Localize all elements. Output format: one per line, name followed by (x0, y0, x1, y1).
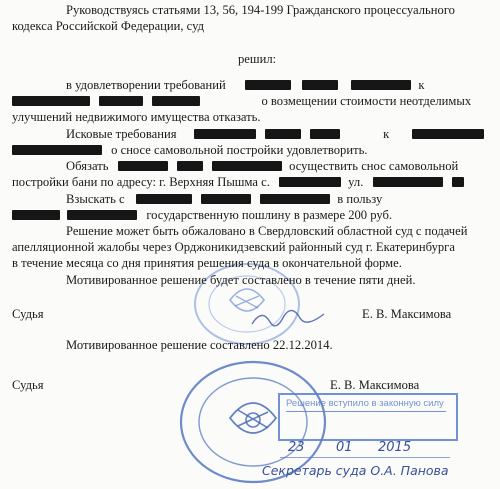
redacted-name (177, 161, 203, 171)
text-line-15: Мотивированное решение будет составлено в течение пяти дней. (66, 273, 416, 287)
stamp-date-month: 01 (336, 440, 353, 455)
legal-force-stamp-text: Решение вступило в законную силу (286, 398, 444, 409)
redacted-name (265, 129, 301, 139)
text-line-14: в течение месяца со дня принятия решения суда в окончательной форме. (12, 256, 402, 270)
redacted-name (201, 194, 251, 204)
stamp-date-year: 2015 (378, 440, 412, 455)
redacted-name (245, 80, 291, 90)
text-line-12: Решение может быть обжаловано в Свердловский областной суд с подачей (66, 224, 468, 238)
redacted-name (260, 194, 330, 204)
text-line-8: Обязать осуществить снос самовольной (66, 159, 459, 173)
judge-label-2: Судья (12, 378, 44, 392)
redacted-name (99, 96, 143, 106)
decision-heading: решил: (238, 52, 277, 66)
text-line-10: Взыскать с в пользу (66, 192, 383, 206)
redacted-name (118, 161, 168, 171)
redacted-name (67, 210, 137, 220)
redacted-name (351, 80, 411, 90)
redacted-address (279, 177, 341, 187)
redacted-name (302, 80, 338, 90)
redacted-name (194, 129, 256, 139)
judge-label-1: Судья (12, 307, 44, 321)
text-line-5: улучшений недвижимого имущества отказать. (12, 110, 261, 124)
redacted-name (212, 161, 282, 171)
redacted-name (12, 96, 90, 106)
redacted-address (373, 177, 443, 187)
stamp-date-line (280, 457, 450, 458)
redacted-name (152, 96, 200, 106)
text-line-1: Руководствуясь статьями 13, 56, 194-199 Гражданского процессуального (66, 3, 455, 17)
text-line-13: апелляционной жалобы через Орджоникидзевский районный суд г. Екатеринбурга (12, 240, 455, 254)
redacted-name (310, 129, 340, 139)
text-line-7: о сносе самовольной постройки удовлетворить. (12, 143, 367, 158)
redacted-name (412, 129, 484, 139)
text-line-11: государственную пошлину в размере 200 руб. (12, 208, 392, 223)
text-line-2: кодекса Российской Федерации, суд (12, 19, 205, 33)
judge-name-2: Е. В. Максимова (330, 378, 420, 392)
redacted-name (136, 194, 192, 204)
judge-name-1: Е. В. Максимова (362, 307, 452, 321)
redacted-name (12, 145, 102, 155)
judge-signature (248, 308, 328, 330)
legal-force-stamp (278, 393, 458, 441)
redacted-address (452, 177, 464, 187)
text-line-4: о возмещении стоимости неотделимых (12, 94, 471, 109)
secretary-signature-line: Секретарь суда О.А. Панова (262, 463, 449, 478)
text-line-6: Исковые требования к (66, 127, 484, 142)
redacted-name (12, 210, 60, 220)
text-line-3: в удовлетворении требований к (66, 78, 425, 92)
stamp-date-day: 23 (288, 440, 305, 455)
motivated-decision-date: Мотивированное решение составлено 22.12.2014. (66, 338, 333, 352)
text-line-9: постройки бани по адресу: г. Верхняя Пышма с. ул. (12, 175, 464, 190)
